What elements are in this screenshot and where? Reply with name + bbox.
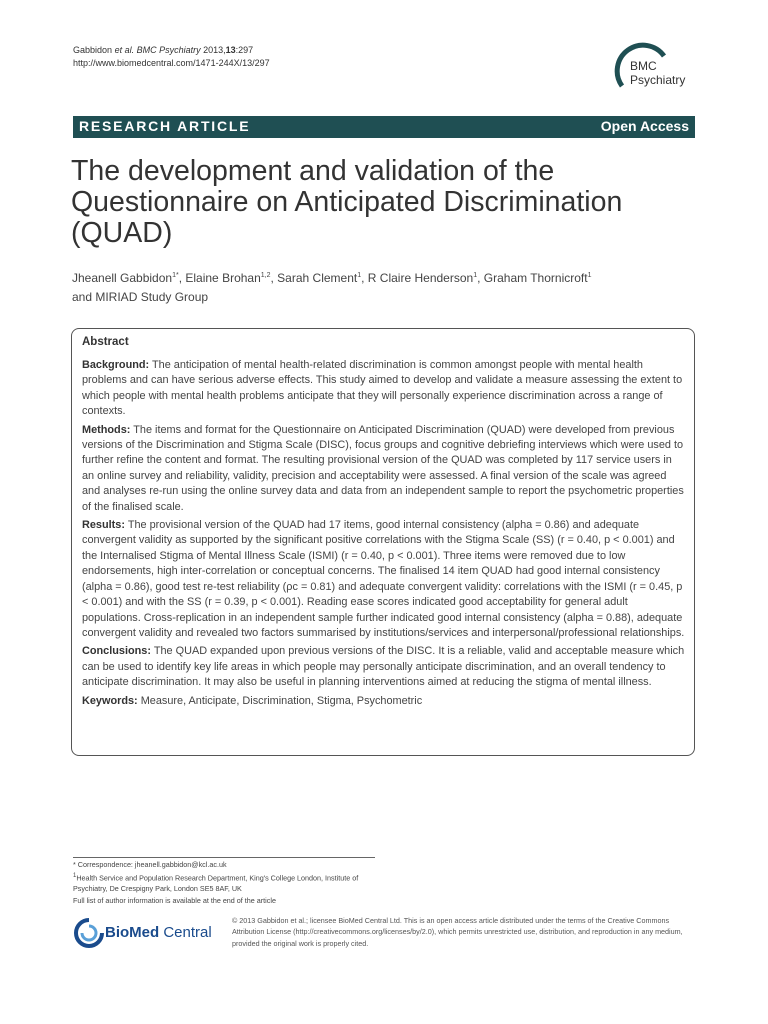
abstract-section-text: The provisional version of the QUAD had 17 items, good internal consistency (alpha = 0.86) and adequate convergent validity as supported by the significant positive correlations with the Stigma Scale (SS) (r = 0.40, p < 0.001) and the Internalised Stigma of Mental Illness Scale (ISMI) (r = 0.40, p < 0.001). Three items were removed due to low endorsements, high inter-correlation or conceptual concerns. The finalised 14 item QUAD had good internal consistency (alpha = 0.86), good test re-test reliability (ρc = 0.81) and adequate convergent validity: correlations with the ISMI (r = 0.45, p < 0.001) and with the SS (r = 0.39, p < 0.001). Reading ease scores indicated good acceptability for general adult populations. Cross-replication in an independent sample further indicated good internal consistency (alpha = 0.88), adequate convergent validity and revealed two factors summarised by institutions/services and interpersonal/professional relationships. xyxy=(82,519,685,639)
author-name[interactable]: Elaine Brohan xyxy=(185,271,261,285)
biomed-swirl-icon xyxy=(73,917,105,949)
abstract-heading: Abstract xyxy=(82,336,129,348)
footnotes xyxy=(73,859,393,906)
abstract-conclusions xyxy=(82,644,686,690)
article-title: The development and validation of the Questionnaire on Anticipated Discrimination (QUAD) xyxy=(71,155,623,249)
abstract-keywords xyxy=(82,694,686,709)
author-affiliation-mark: 1 xyxy=(587,272,592,279)
cite-etal: et al. xyxy=(114,45,135,55)
author-name[interactable]: Graham Thornicroft xyxy=(483,271,588,285)
abstract-section-label: Conclusions: xyxy=(82,645,151,658)
abstract-section-label: Background: xyxy=(82,359,150,371)
publisher-name-rest: Central xyxy=(159,924,212,941)
publisher-name xyxy=(105,924,212,941)
author-affiliation-mark: 1* xyxy=(172,272,179,279)
abstract-section-text: The QUAD expanded upon previous versions of the DISC. It is a reliable, valid and acceptable measure which can be used to identify key life areas in which people may personally anticipate discrimination, and an overall tendency to anticipate discrimination. It may also be useful in planning interventions aimed at reducing the stigma of mental illness. xyxy=(82,645,685,689)
author-name[interactable]: Sarah Clement xyxy=(277,271,358,285)
footnote-divider xyxy=(73,857,375,858)
affiliation-text: Health Service and Population Research Department, King's College London, Institute of Psychiatry, De Crespigny Park, London SE5 8AF, UK xyxy=(73,872,359,894)
cite-author: Gabbidon xyxy=(73,45,113,55)
publisher-name-bold: BioMed xyxy=(105,924,160,941)
abstract-section-label: Results: xyxy=(82,519,125,532)
journal-logo-line2: Psychiatry xyxy=(630,73,686,87)
license-text: © 2013 Gabbidon et al.; licensee BioMed Central Ltd. This is an open access article distributed under the terms of the Creative Commons Attribution License (http://creativecommons.org/licenses/by/2.0), which permits unrestricted use, distribution, and reproduction in any medium, provided the original work is properly cited. xyxy=(232,916,683,948)
abstract-body xyxy=(82,358,686,712)
citation-header xyxy=(73,44,270,70)
abstract-section-text: The items and format for the Questionnaire on Anticipated Discrimination (QUAD) were developed from previous versions of the Discrimination and Stigma Scale (DISC), focus groups and cognitive debriefing interviews which were used to further refine the content and format. The resulting provisional version of the QUAD was completed by 117 service users in an online survey and reliability, validity, precision and acceptability were assessed. A final version of the scale was agreed and analyses re-run using the online survey data and data from an independent sample to report the psychometric properties of the finalised scale. xyxy=(82,423,684,513)
article-type-label: RESEARCH ARTICLE xyxy=(79,118,251,134)
author-list: Jheanell Gabbidon$^{1*}$, Elaine Brohan$^{1,2}$, Sarah Clement$^1$, R Claire Henderson$^1$, Graham Thornicroft$^1$ and MIRIAD Study Group xyxy=(72,271,592,304)
article-type-banner xyxy=(73,116,695,138)
author-info-note: Full list of author information is available at the end of the article xyxy=(73,895,276,905)
abstract-box xyxy=(71,328,695,756)
abstract-methods xyxy=(82,423,686,515)
author-affiliation-mark: 1,2 xyxy=(260,272,271,279)
citation-line xyxy=(73,44,270,57)
abstract-section-label: Keywords: xyxy=(82,694,138,707)
correspondence-email[interactable]: * Correspondence: jheanell.gabbidon@kcl.ac.uk xyxy=(73,860,227,869)
author-group: and MIRIAD Study Group xyxy=(72,290,209,304)
cite-article-number: :297 xyxy=(235,45,254,55)
cite-year: 2013, xyxy=(203,45,226,55)
journal-logo-line1: BMC xyxy=(630,59,657,73)
author-affiliation-mark: 1 xyxy=(357,272,362,279)
abstract-background xyxy=(82,358,686,420)
cite-journal: BMC Psychiatry xyxy=(136,45,201,55)
abstract-results xyxy=(82,518,686,641)
abstract-section-text: Measure, Anticipate, Discrimination, Stigma, Psychometric xyxy=(140,694,423,707)
article-url[interactable]: http://www.biomedcentral.com/1471-244X/13/297 xyxy=(73,58,270,68)
publisher-logo xyxy=(73,917,223,949)
abstract-section-text: The anticipation of mental health-related discrimination is common amongst people with mental health problems and can have serious adverse effects. This study aimed to develop and validate a measure assessing the extent to which people with mental health problems anticipate that they will personally experience discrimination across a range of contexts. xyxy=(82,359,683,418)
journal-logo xyxy=(608,42,698,100)
author-affiliation-mark: 1 xyxy=(473,272,478,279)
cite-volume: 13 xyxy=(225,45,236,55)
affiliation-mark: 1 xyxy=(73,872,77,879)
abstract-section-label: Methods: xyxy=(82,423,131,436)
author-name[interactable]: R Claire Henderson xyxy=(367,271,474,285)
author-name[interactable]: Jheanell Gabbidon xyxy=(72,271,173,285)
open-access-label: Open Access xyxy=(600,118,689,134)
affiliation xyxy=(73,871,393,895)
